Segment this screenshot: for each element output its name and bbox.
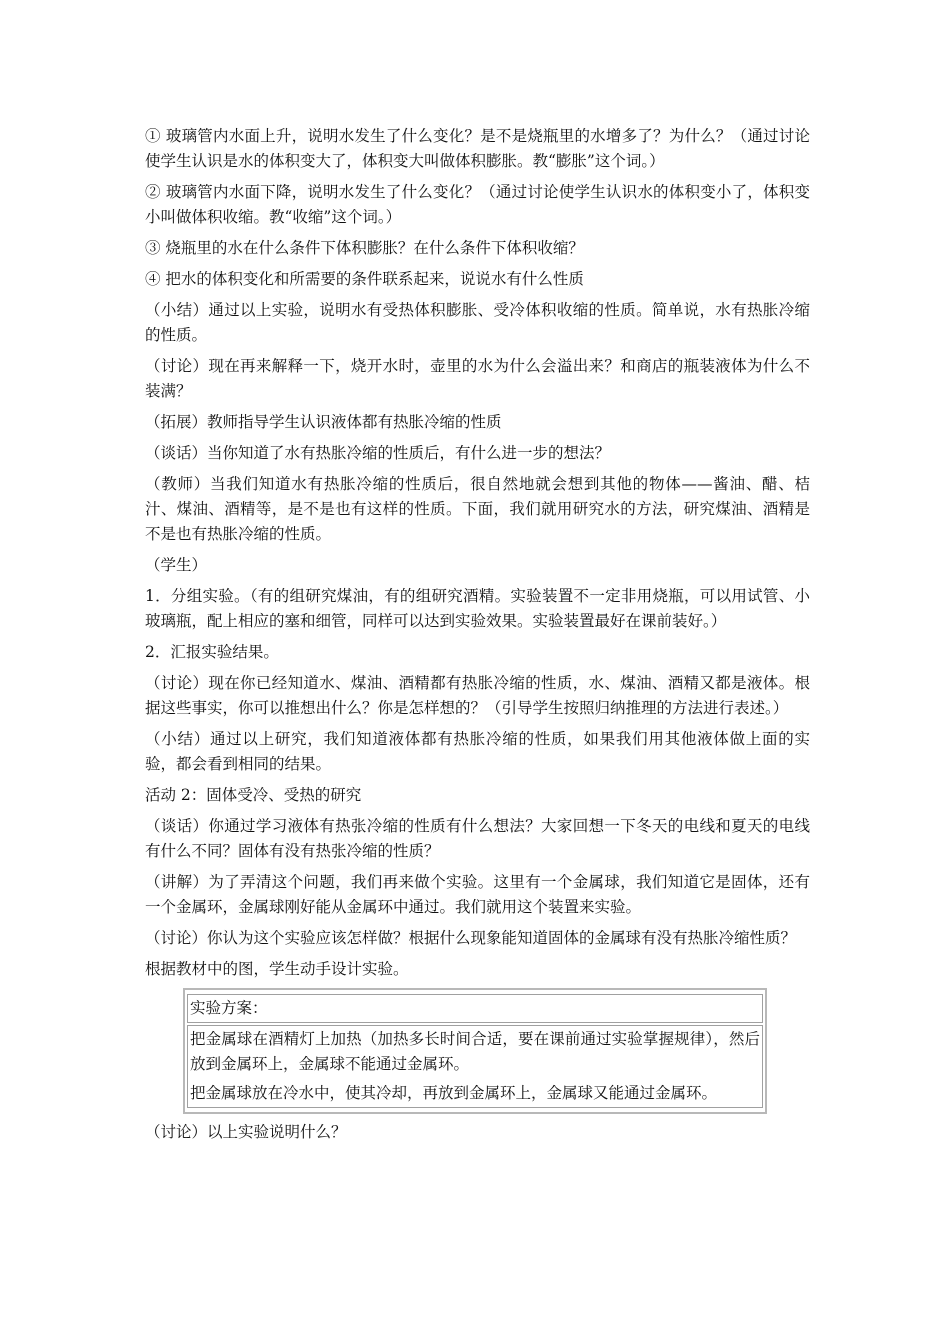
paragraph-step-1: ① 玻璃管内水面上升，说明水发生了什么变化？是不是烧瓶里的水增多了？为什么？（通过讨论使学生认识是水的体积变大了，体积变大叫做体积膨胀。教“膨胀”这个词。） [145,127,810,170]
plan-line-heat: 把金属球在酒精灯上加热（加热多长时间合适，要在课前通过实验掌握规律），然后放到金属环上，金属球不能通过金属环。 [190,1030,760,1073]
paragraph-summary-water: （小结）通过以上实验，说明水有受热体积膨胀、受冷体积收缩的性质。简单说，水有热胀冷缩的性质。 [145,301,810,344]
paragraph-group-experiment: 1．分组实验。（有的组研究煤油，有的组研究酒精。实验装置不一定非用烧瓶，可以用试管、小玻璃瓶，配上相应的塞和细管，同样可以达到实验效果。实验装置最好在课前装好。） [145,587,810,630]
plan-body-cell [187,1025,763,1108]
paragraph-talk-solids: （谈话）你通过学习液体有热张冷缩的性质有什么想法？大家回想一下冬天的电线和夏天的电线有什么不同？固体有没有热张冷缩的性质？ [145,817,810,860]
paragraph-explanation: （讲解）为了弄清这个问题，我们再来做个实验。这里有一个金属球，我们知道它是固体，还有一个金属环，金属球刚好能从金属环中通过。我们就用这个装置来实验。 [145,873,810,916]
paragraph-discussion-method: （讨论）你认为这个实验应该怎样做？根据什么现象能知道固体的金属球有没有热胀冷缩性质？ [145,929,797,947]
heading-activity-2: 活动 2：固体受冷、受热的研究 [145,786,362,804]
paragraph-discussion-final: （讨论）以上实验说明什么？ [145,1123,347,1141]
plan-table-grid [187,992,763,1110]
paragraph-teacher: （教师）当我们知道水有热胀冷缩的性质后，很自然地就会想到其他的物体——酱油、醋、桔汁、煤油、酒精等，是不是也有这样的性质。下面，我们就用研究水的方法，研究煤油、酒精是不是也有热胀冷缩的性质。 [145,475,810,543]
paragraph-summary-liquids: （小结）通过以上研究，我们知道液体都有热胀冷缩的性质，如果我们用其他液体做上面的实验，都会看到相同的结果。 [145,730,810,773]
paragraph-report-results: 2．汇报实验结果。 [145,643,279,661]
paragraph-discussion-overflow: （讨论）现在再来解释一下，烧开水时，壶里的水为什么会溢出来？和商店的瓶装液体为什么不装满？ [145,357,810,400]
experiment-plan-table [183,988,767,1114]
paragraph-talk-idea: （谈话）当你知道了水有热胀冷缩的性质后，有什么进一步的想法？ [145,444,611,462]
plan-header-cell: 实验方案： [187,994,763,1023]
paragraph-design-experiment: 根据教材中的图，学生动手设计实验。 [145,960,409,978]
table-row [187,1025,763,1108]
paragraph-step-3: ③ 烧瓶里的水在什么条件下体积膨胀？在什么条件下体积收缩？ [145,239,584,257]
document-page [145,124,810,1151]
paragraph-extension: （拓展）教师指导学生认识液体都有热胀冷缩的性质 [145,413,502,431]
plan-line-cool: 把金属球放在冷水中，使其冷却，再放到金属环上，金属球又能通过金属环。 [190,1084,718,1102]
table-row [187,994,763,1023]
paragraph-discussion-liquids: （讨论）现在你已经知道水、煤油、酒精都有热胀冷缩的性质，水、煤油、酒精又都是液体。根据这些事实，你可以推想出什么？你是怎样想的？（引导学生按照归纳推理的方法进行表述。） [145,674,810,717]
paragraph-step-2: ② 玻璃管内水面下降，说明水发生了什么变化？（通过讨论使学生认识水的体积变小了，体积变小叫做体积收缩。教“收缩”这个词。） [145,183,810,226]
paragraph-student: （学生） [145,556,208,574]
paragraph-step-4: ④ 把水的体积变化和所需要的条件联系起来，说说水有什么性质 [145,270,584,288]
